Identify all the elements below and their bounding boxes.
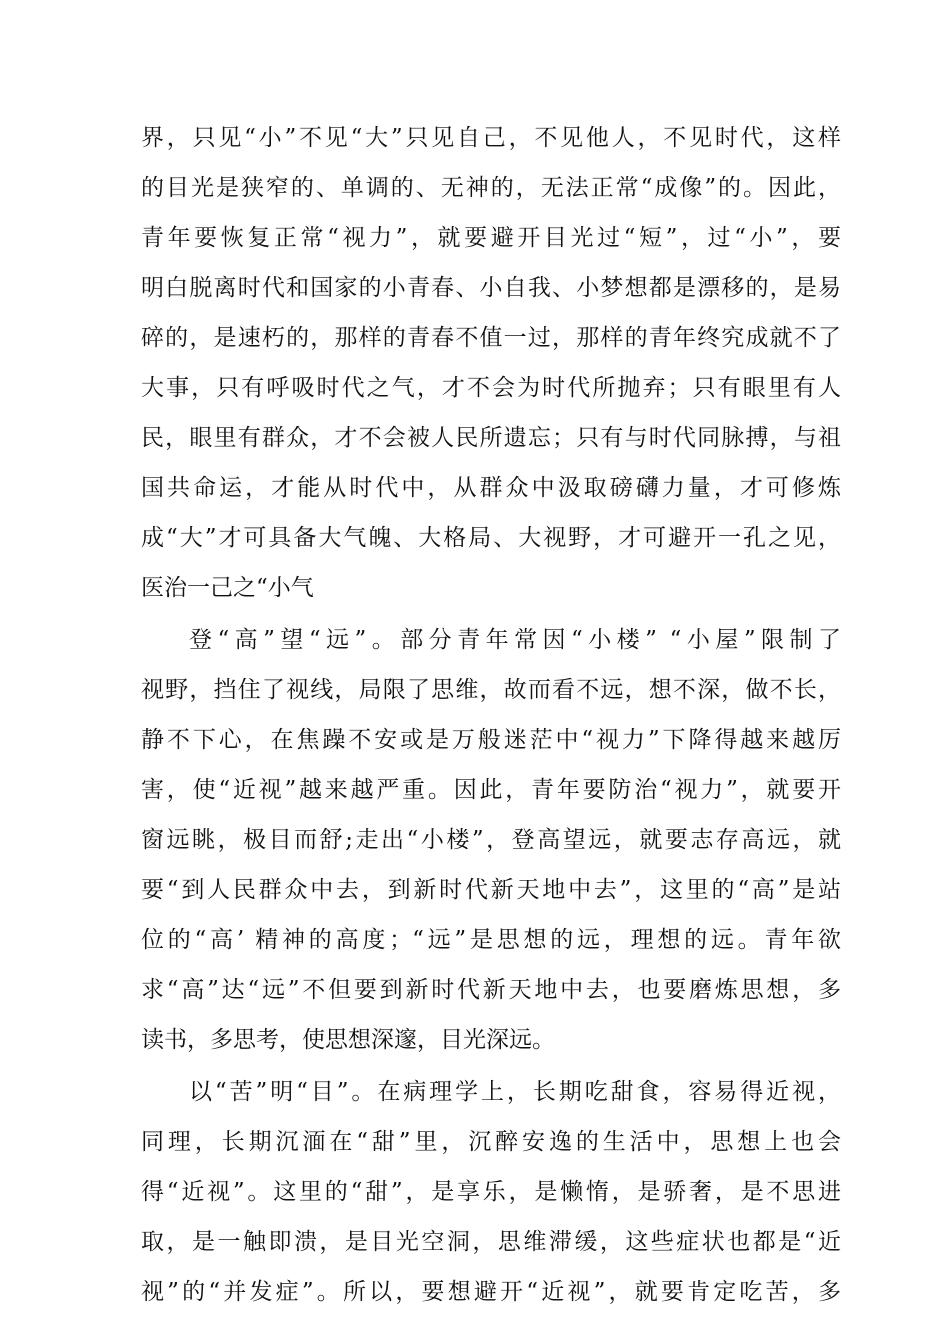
text-line: 民，眼里有群众，才不会被人民所遗忘；只有与时代同脉搏，与祖 [141,425,841,451]
text-line: 读书，多思考，使思想深邃，目光深远。 [141,1027,555,1053]
text-line: 的目光是狭窄的、单调的、无神的，无法正常“成像”的。因此， [141,175,841,201]
body-text [141,113,841,1317]
text-line: 碎的，是速朽的，那样的青春不值一过，那样的青年终究成就不了 [141,325,841,351]
text-line: 青年要恢复正常“视力”，就要避开目光过“短”，过“小”，要 [141,225,841,251]
text-line: 位的“高’ 精神的高度；“远”是思想的远，理想的远。青年欲 [141,927,841,953]
text-line: 求“高”达“远”不但要到新时代新天地中去，也要磨炼思想，多 [141,977,841,1003]
text-line: 医治一己之“小气 [141,575,314,601]
text-line: 静不下心，在焦躁不安或是万般迷茫中“视力”下降得越来越厉 [141,727,841,753]
text-line: 得“近视”。这里的“甜”，是享乐，是懒惰，是骄奢，是不思进 [141,1179,841,1205]
paragraph-2 [141,615,841,1065]
text-line: 国共命运，才能从时代中，从群众中汲取磅礴力量，才可修炼 [141,475,841,501]
text-line: 明白脱离时代和国家的小青春、小自我、小梦想都是漂移的，是易 [141,275,841,301]
text-line: 视野，挡住了视线，局限了思维，故而看不远，想不深，做不长， [141,677,841,703]
text-line: 以“苦”明“目”。在病理学上，长期吃甜食，容易得近视， [189,1079,841,1105]
text-line: 大事，只有呼吸时代之气，才不会为时代所抛弃；只有眼里有人 [141,375,841,401]
paragraph-1 [141,113,841,613]
text-line: 要“到人民群众中去，到新时代新天地中去”，这里的“高”是站 [141,877,841,903]
text-line: 视”的“并发症”。所以，要想避开“近视”，就要肯定吃苦，多 [141,1279,841,1305]
text-line: 同理，长期沉湎在“甜”里，沉醉安逸的生活中，思想上也会 [141,1129,841,1155]
paragraph-3 [141,1067,841,1317]
text-line: 取，是一触即溃，是目光空洞，思维滞缓，这些症状也都是“近 [141,1229,841,1255]
text-line: 成“大”才可具备大气魄、大格局、大视野，才可避开一孔之见， [141,525,841,551]
text-line: 界，只见“小”不见“大”只见自己，不见他人，不见时代，这样 [141,125,841,151]
text-line: 窗远眺，极目而舒;走出“小楼”，登高望远，就要志存高远，就 [141,827,841,853]
text-line: 登“高”望“远”。部分青年常因“小楼” “小屋”限制了 [189,627,841,653]
text-line: 害，使“近视”越来越严重。因此，青年要防治“视力”，就要开 [141,777,841,803]
